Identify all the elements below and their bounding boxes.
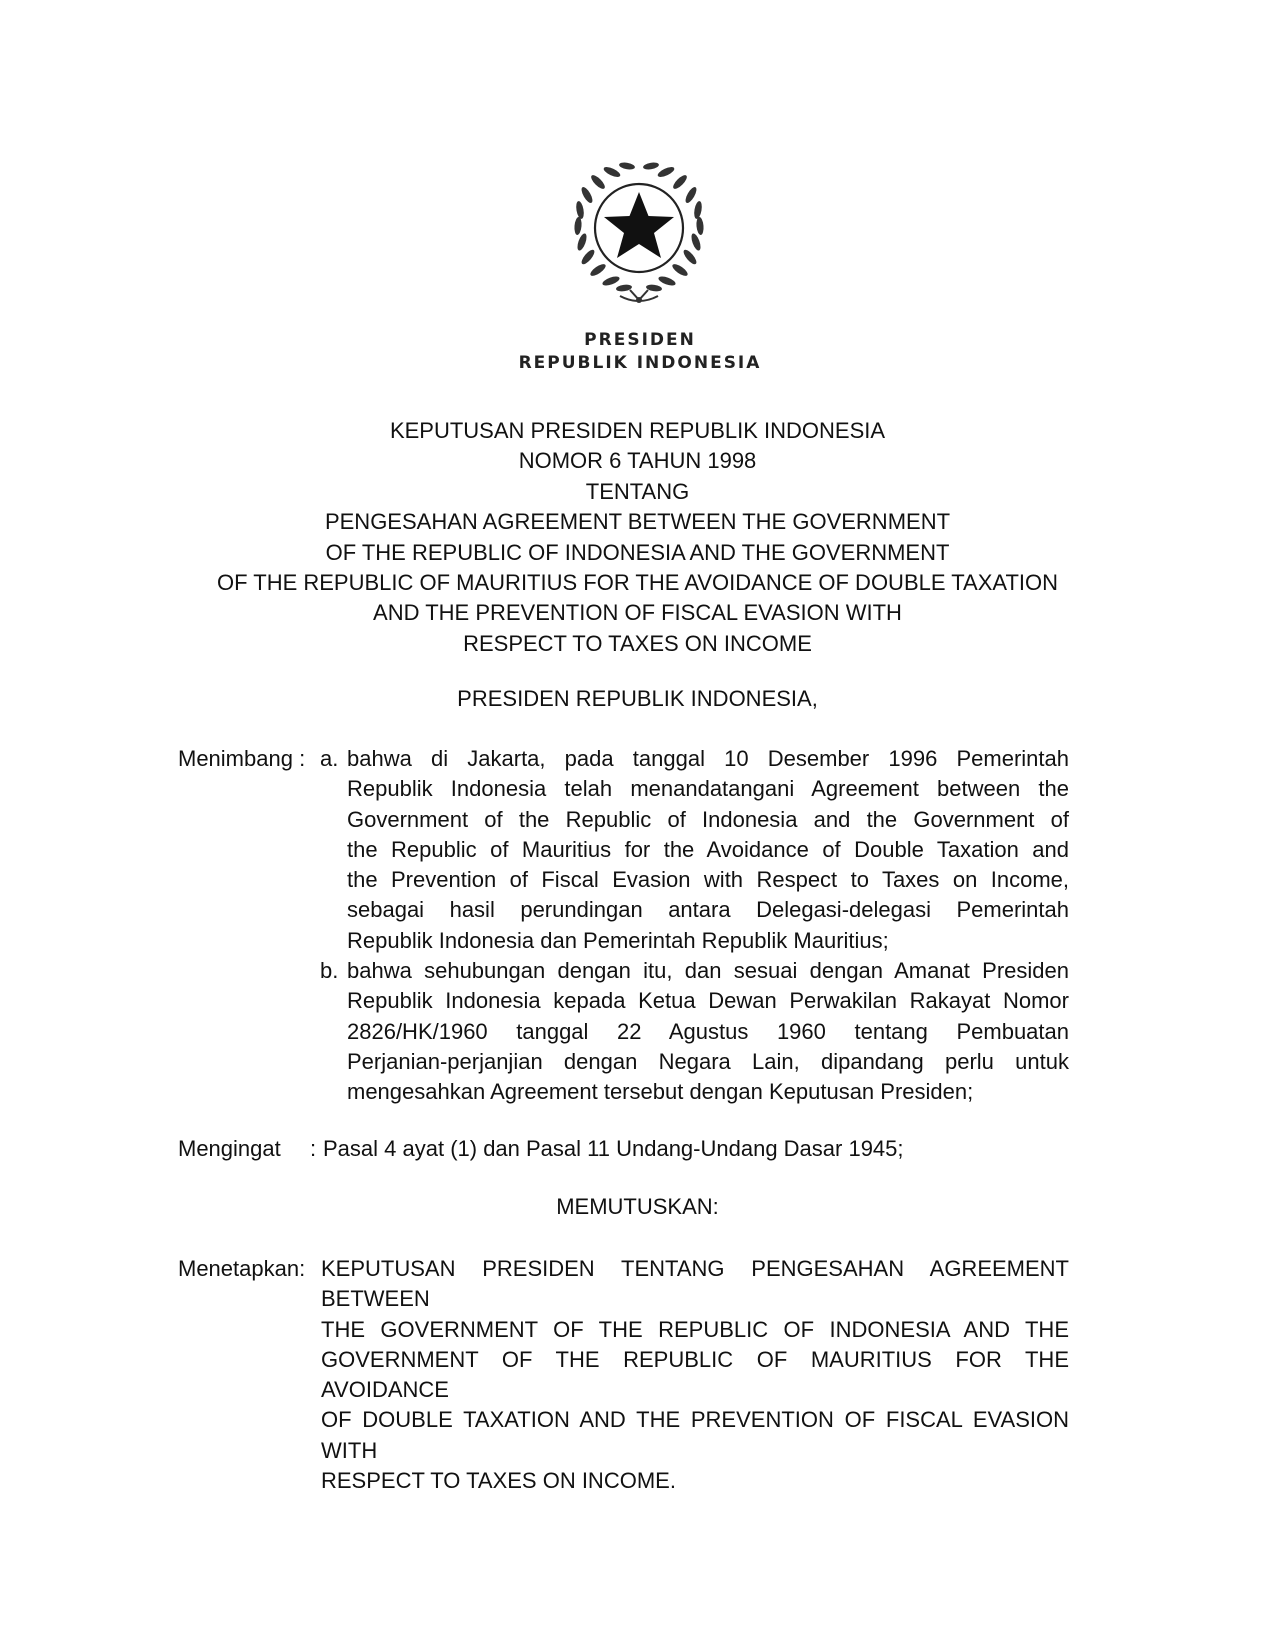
text-line: bahwa di Jakarta, pada tanggal 10 Desember 1996 Pemerintah — [347, 746, 1069, 771]
decree-title — [180, 416, 1095, 659]
title-line: RESPECT TO TAXES ON INCOME — [463, 630, 812, 656]
garuda-star-emblem-icon — [560, 150, 718, 312]
menetapkan-label: Menetapkan: — [178, 1256, 306, 1281]
text-line: the Republic of Mauritius for the Avoidance of Double Taxation and — [347, 836, 1069, 862]
text-line: bahwa sehubungan dengan itu, dan sesuai dengan Amanat Presiden — [347, 958, 1069, 983]
title-line: OF THE REPUBLIC OF INDONESIA AND THE GOVERNMENT — [325, 539, 950, 565]
seal-caption-presiden: PRESIDEN — [584, 330, 696, 350]
title-line: PENGESAHAN AGREEMENT BETWEEN THE GOVERNMENT — [324, 509, 951, 535]
mengingat-text: Pasal 4 ayat (1) dan Pasal 11 Undang-Undang Dasar 1945; — [323, 1136, 904, 1161]
menimbang-item-a — [347, 744, 1069, 956]
mengingat-label: Mengingat — [178, 1136, 281, 1161]
text-line: Republik Indonesia telah menandatangani Agreement between the — [347, 776, 1069, 802]
text-line: the Prevention of Fiscal Evasion with Respect to Taxes on Income, — [347, 867, 1069, 893]
text-line: KEPUTUSAN PRESIDEN TENTANG PENGESAHAN AGREEMENT BETWEEN — [321, 1256, 1069, 1312]
text-line: RESPECT TO TAXES ON INCOME. — [321, 1468, 676, 1494]
text-line: Republik Indonesia dan Pemerintah Republik Mauritius; — [347, 927, 889, 953]
menimbang-item-b — [347, 956, 1069, 1107]
text-line: Government of the Republic of Indonesia and the Government of — [347, 806, 1069, 832]
mengingat-colon: : — [310, 1136, 317, 1161]
menimbang-label: Menimbang : — [178, 746, 306, 771]
memutuskan-heading: MEMUTUSKAN: — [556, 1194, 719, 1219]
seal-caption-republik: REPUBLIK INDONESIA — [518, 353, 762, 373]
text-line: mengesahkan Agreement tersebut dengan Keputusan Presiden; — [347, 1079, 974, 1105]
text-line: Perjanian-perjanjian dengan Negara Lain, dipandang perlu untuk — [347, 1048, 1069, 1074]
title-line: NOMOR 6 TAHUN 1998 — [518, 448, 757, 474]
title-line: TENTANG — [585, 478, 690, 504]
title-line: OF THE REPUBLIC OF MAURITIUS FOR THE AVOIDANCE OF DOUBLE TAXATION — [216, 570, 1058, 596]
title-line: AND THE PREVENTION OF FISCAL EVASION WITH — [373, 600, 902, 626]
item-marker-b: b. — [320, 958, 339, 983]
text-line: 2826/HK/1960 tanggal 22 Agustus 1960 tentang Pembuatan — [347, 1018, 1069, 1044]
text-line: THE GOVERNMENT OF THE REPUBLIC OF INDONESIA AND THE — [321, 1316, 1069, 1342]
text-line: Republik Indonesia kepada Ketua Dewan Perwakilan Rakayat Nomor — [347, 988, 1069, 1014]
text-line: sebagai hasil perundingan antara Delegasi-delegasi Pemerintah — [347, 897, 1069, 923]
menetapkan-text — [321, 1254, 1069, 1496]
president-heading: PRESIDEN REPUBLIK INDONESIA, — [457, 686, 818, 711]
text-line: GOVERNMENT OF THE REPUBLIC OF MAURITIUS FOR THE AVOIDANCE — [321, 1346, 1069, 1403]
text-line: OF DOUBLE TAXATION AND THE PREVENTION OF FISCAL EVASION WITH — [321, 1407, 1069, 1463]
title-line: KEPUTUSAN PRESIDEN REPUBLIK INDONESIA — [389, 418, 886, 443]
item-marker-a: a. — [320, 746, 339, 771]
